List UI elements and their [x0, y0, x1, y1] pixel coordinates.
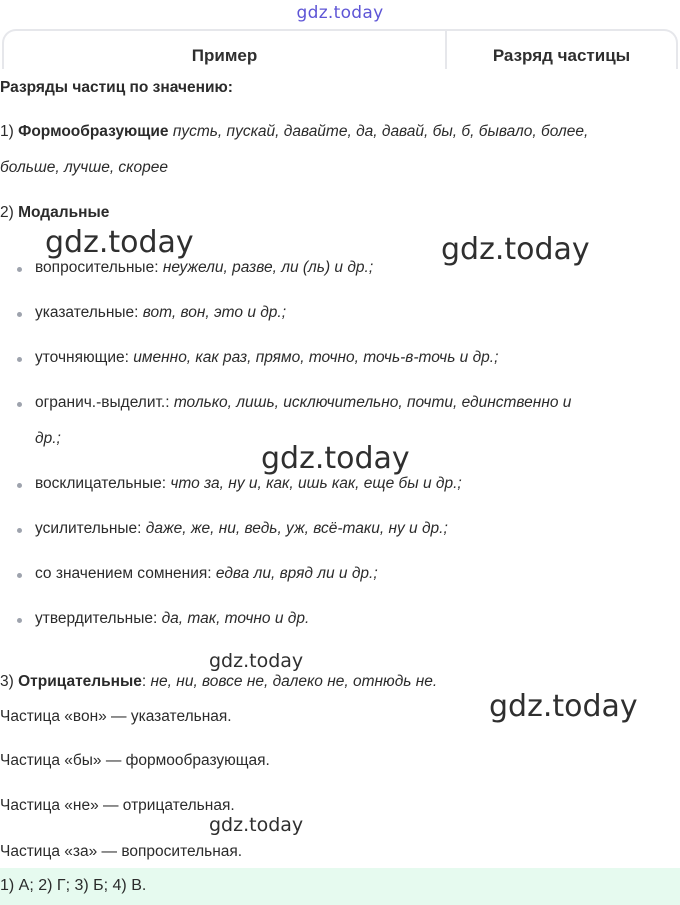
bullet-examples: именно, как раз, прямо, точно, точь-в-точь и др.;: [133, 349, 499, 366]
bullet-label: усилительные:: [35, 520, 142, 537]
bullet-dot: [17, 528, 22, 533]
bullet-label: указательные:: [35, 304, 139, 321]
section-1-line-2: больше, лучше, скорее: [0, 159, 168, 176]
watermark: gdz.today: [489, 689, 638, 724]
section-2-number: 2): [0, 204, 14, 221]
section-3-items: не, ни, вовсе не, далеко не, отнюдь не.: [150, 673, 438, 690]
bullet-exclamatory: [35, 474, 462, 494]
bullet-dot: [17, 573, 22, 578]
bullet-dot: [17, 267, 22, 272]
watermark: gdz.today: [45, 225, 194, 260]
bullet-intensifying: [35, 519, 448, 539]
statement-4: Частица «за» — вопросительная.: [0, 843, 243, 860]
bullet-dot: [17, 402, 22, 407]
bullet-examples: что за, ну и, как, ишь как, еще бы и др.;: [170, 475, 462, 492]
bullet-clarifying: [35, 348, 498, 368]
bullet-demonstrative: [35, 303, 286, 323]
section-1-line-1: [0, 122, 588, 142]
section-1-title: Формообразующие: [18, 123, 169, 140]
bullet-examples: только, лишь, исключительно, почти, единственно и: [173, 394, 572, 411]
bullet-dot: [17, 312, 22, 317]
section-2-title: Модальные: [18, 204, 110, 221]
bullet-examples: неужели, разве, ли (ль) и др.;: [162, 259, 374, 276]
column-header-particle-category: Разряд частицы: [492, 46, 631, 65]
section-3-number: 3): [0, 673, 14, 690]
bullet-dot: [17, 483, 22, 488]
statement-2: Частица «бы» — формообразующая.: [0, 752, 270, 769]
section-heading: Разряды частиц по значению:: [0, 79, 233, 96]
watermark: gdz.today: [209, 650, 304, 672]
bullet-interrogative: [35, 258, 373, 278]
final-answer: 1) А; 2) Г; 3) Б; 4) В.: [0, 877, 147, 894]
bullet-examples: да, так, точно и др.: [161, 610, 310, 627]
bullet-doubt: [35, 564, 378, 584]
section-1-items: пусть, пускай, давайте, да, давай, бы, б, бывало, более,: [172, 123, 589, 140]
section-3-title: Отрицательные: [18, 673, 142, 690]
bullet-affirmative: [35, 609, 309, 629]
bullet-label: уточняющие:: [35, 349, 129, 366]
bullet-limiting-continuation: др.;: [35, 430, 61, 447]
bullet-examples: даже, же, ни, ведь, уж, всё-таки, ну и др.;: [145, 520, 448, 537]
bullet-label: вопросительные:: [35, 259, 159, 276]
bullet-label: восклицательные:: [35, 475, 167, 492]
section-3-line: [0, 672, 437, 692]
watermark: gdz.today: [441, 232, 590, 267]
column-header-example: Пример: [4, 31, 447, 69]
bullet-dot: [17, 357, 22, 362]
section-1-number: 1): [0, 123, 14, 140]
bullet-label: утвердительные:: [35, 610, 158, 627]
bullet-limiting: [35, 393, 571, 413]
top-watermark: gdz.today: [296, 3, 384, 23]
bullet-label: огранич.-выделит.:: [35, 394, 170, 411]
watermark: gdz.today: [209, 814, 304, 836]
table-header: [2, 29, 678, 69]
bullet-label: со значением сомнения:: [35, 565, 212, 582]
bullet-examples: вот, вон, это и др.;: [142, 304, 287, 321]
section-3-colon: :: [141, 673, 147, 690]
statement-1: Частица «вон» — указательная.: [0, 708, 232, 725]
section-2-title-line: [0, 203, 109, 223]
bullet-examples: едва ли, вряд ли и др.;: [215, 565, 378, 582]
watermark: gdz.today: [261, 441, 410, 476]
bullet-dot: [17, 618, 22, 623]
statement-3: Частица «не» — отрицательная.: [0, 797, 235, 814]
